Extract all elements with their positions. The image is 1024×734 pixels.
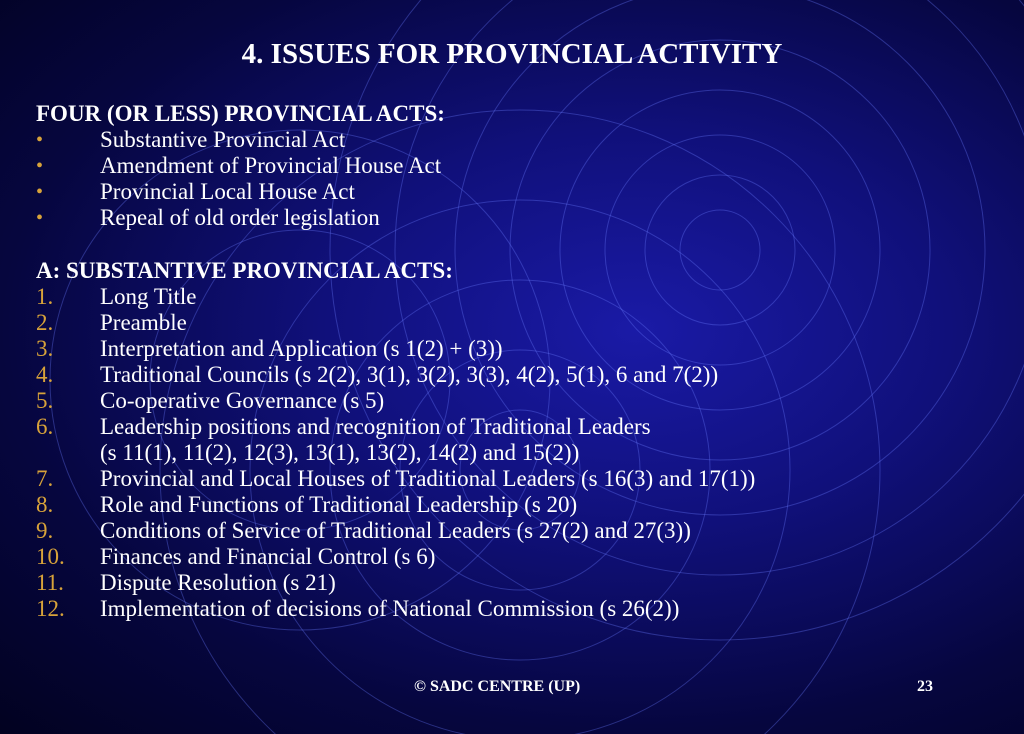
section-heading-substantive-acts: A: SUBSTANTIVE PROVINCIAL ACTS: <box>36 258 453 283</box>
item-text: Co-operative Governance (s 5) <box>100 388 385 413</box>
item-number: 12. <box>36 596 65 621</box>
item-text: (s 11(1), 11(2), 12(3), 13(1), 13(2), 14(2) and 15(2)) <box>100 440 580 465</box>
item-number: 10. <box>36 544 65 569</box>
bullet-item-text: Provincial Local House Act <box>100 179 355 204</box>
item-number: 3. <box>36 336 54 361</box>
slide-title: 4. ISSUES FOR PROVINCIAL ACTIVITY <box>241 38 783 70</box>
section-heading-provincial-acts: FOUR (OR LESS) PROVINCIAL ACTS: <box>36 101 445 126</box>
item-text: Role and Functions of Traditional Leadership (s 20) <box>100 492 578 517</box>
item-text: Implementation of decisions of National Commission (s 26(2)) <box>100 596 680 621</box>
item-number: 7. <box>36 466 54 491</box>
item-text: Long Title <box>100 284 197 309</box>
slide-number: 23 <box>917 678 933 695</box>
item-text: Dispute Resolution (s 21) <box>100 570 336 595</box>
item-number: 1. <box>36 284 54 309</box>
item-number: 4. <box>36 362 54 387</box>
item-text: Provincial and Local Houses of Traditional Leaders (s 16(3) and 17(1)) <box>100 466 756 491</box>
bullet-marker: • <box>36 155 44 177</box>
bullet-marker: • <box>36 207 44 229</box>
bullet-item-text: Amendment of Provincial House Act <box>100 153 442 178</box>
item-text: Conditions of Service of Traditional Leaders (s 27(2) and 27(3)) <box>100 518 691 543</box>
item-text: Traditional Councils (s 2(2), 3(1), 3(2), 3(3), 4(2), 5(1), 6 and 7(2)) <box>100 362 719 387</box>
bullet-marker: • <box>36 129 44 151</box>
item-text: Finances and Financial Control (s 6) <box>100 544 436 569</box>
item-number: 9. <box>36 518 54 543</box>
footer-copyright: © SADC CENTRE (UP) <box>414 678 581 695</box>
item-number: 8. <box>36 492 54 517</box>
item-text: Interpretation and Application (s 1(2) + (3)) <box>100 336 503 361</box>
item-number: 5. <box>36 388 54 413</box>
bullet-marker: • <box>36 181 44 203</box>
item-text: Leadership positions and recognition of Traditional Leaders <box>100 414 651 439</box>
item-number: 6. <box>36 414 54 439</box>
item-text: Preamble <box>100 310 187 335</box>
item-number: 11. <box>36 570 64 595</box>
item-number: 2. <box>36 310 54 335</box>
bullet-item-text: Repeal of old order legislation <box>100 205 380 230</box>
bullet-item-text: Substantive Provincial Act <box>100 127 346 152</box>
